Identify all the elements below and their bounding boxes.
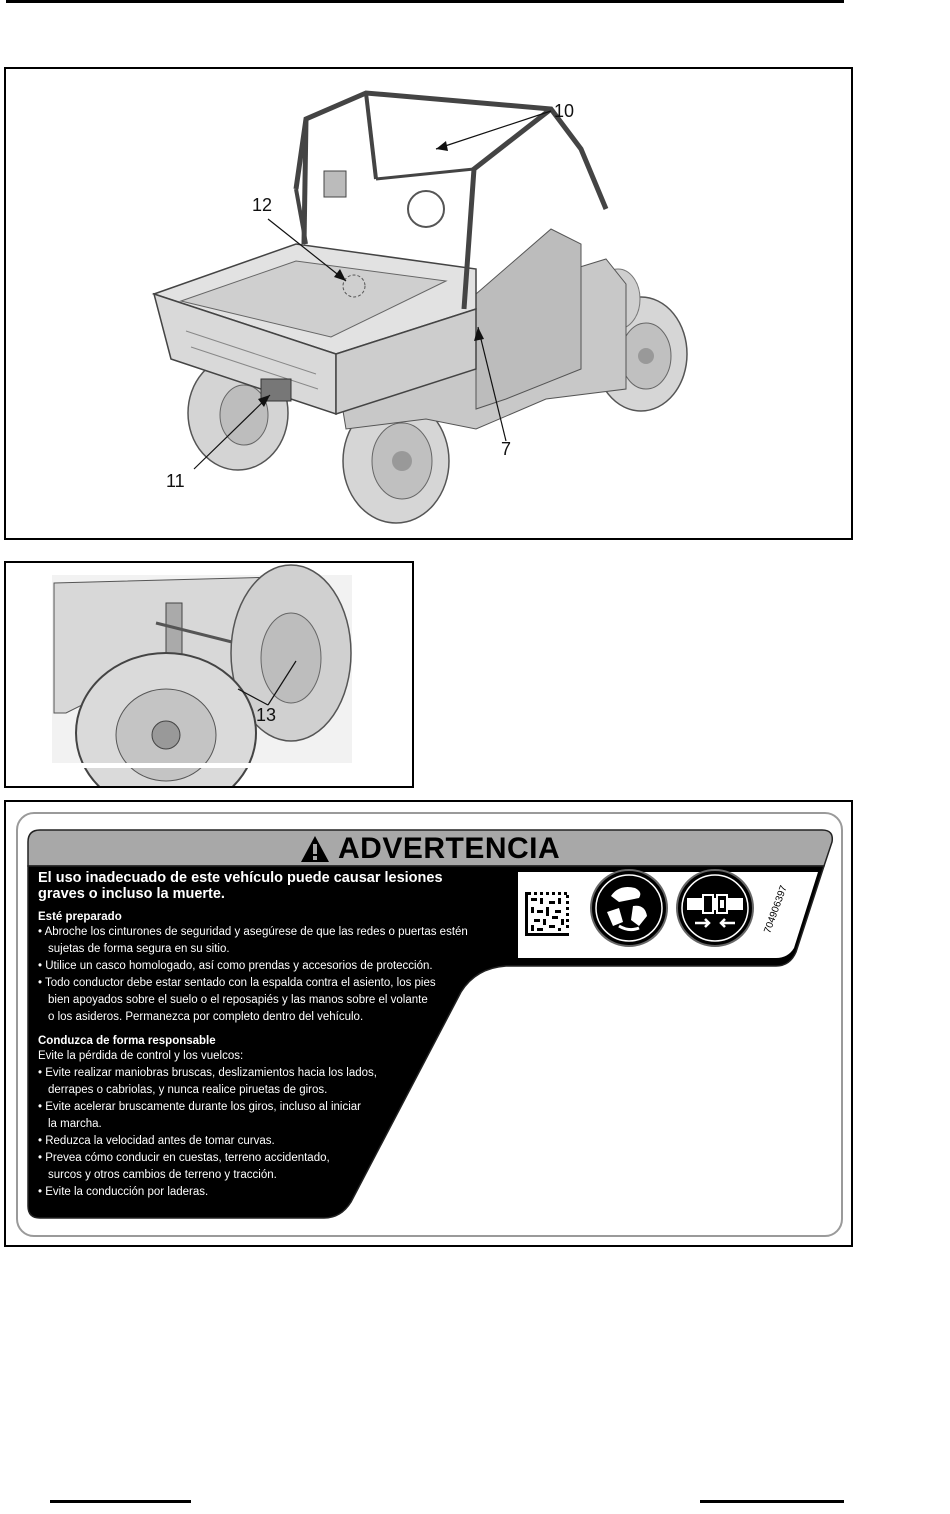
warning-line: surcos y otros cambios de terreno y tracción. <box>48 1169 277 1181</box>
warning-line: • Evite acelerar bruscamente durante los giros, incluso al iniciar <box>38 1101 361 1113</box>
wheel-detail-illustration <box>6 563 412 786</box>
section-responsible-title: Conduzca de forma responsable <box>38 1035 216 1047</box>
part-number: 704906397 <box>762 884 790 935</box>
callout-11: 11 <box>166 471 185 491</box>
warning-line: • Prevea cómo conducir en cuestas, terreno accidentado, <box>38 1152 330 1164</box>
warning-line: la marcha. <box>48 1118 102 1130</box>
warning-header-text: ADVERTENCIA <box>338 832 561 865</box>
callout-12: 12 <box>252 195 273 215</box>
warning-triangle-icon <box>300 835 330 863</box>
callout-7: 7 <box>501 439 512 459</box>
warning-body <box>38 870 508 1201</box>
footer-rule-right <box>700 1500 844 1503</box>
warning-line: Evite la pérdida de control y los vuelcos: <box>38 1050 244 1062</box>
warning-label-figure <box>4 800 853 1247</box>
callout-10: 10 <box>554 101 575 121</box>
warning-line: • Reduzca la velocidad antes de tomar curvas. <box>38 1135 275 1147</box>
warning-line: sujetas de forma segura en su sitio. <box>48 943 230 955</box>
vehicle-figure <box>4 67 853 540</box>
warning-line: • Evite realizar maniobras bruscas, deslizamientos hacia los lados, <box>38 1067 377 1079</box>
top-rule <box>6 0 844 3</box>
seatbelt-icon <box>675 868 755 948</box>
warning-line: • Utilice un casco homologado, así como prendas y accesorios de protección. <box>38 960 433 972</box>
warning-line: • Abroche los cinturones de seguridad y asegúrese de que las redes o puertas estén <box>38 926 468 938</box>
warning-header <box>300 832 560 866</box>
warning-line: o los asideros. Permanezca por completo dentro del vehículo. <box>48 1011 364 1023</box>
protective-gear-icon <box>589 868 669 948</box>
warning-line: bien apoyados sobre el suelo o el reposapiés y las manos sobre el volante <box>48 994 428 1006</box>
section-prepared-title: Esté preparado <box>38 911 122 923</box>
warning-title: El uso inadecuado de este vehículo puede causar lesiones graves o incluso la muerte. <box>38 870 443 902</box>
warning-line: • Evite la conducción por laderas. <box>38 1186 209 1198</box>
wheel-detail-figure <box>4 561 414 788</box>
datamatrix-code <box>525 892 569 936</box>
warning-line: derrapes o cabriolas, y nunca realice piruetas de giros. <box>48 1084 328 1096</box>
footer-rule-left <box>50 1500 191 1503</box>
vehicle-illustration <box>6 69 851 538</box>
callout-13: 13 <box>256 705 277 725</box>
warning-line: • Todo conductor debe estar sentado con la espalda contra el asiento, los pies <box>38 977 436 989</box>
